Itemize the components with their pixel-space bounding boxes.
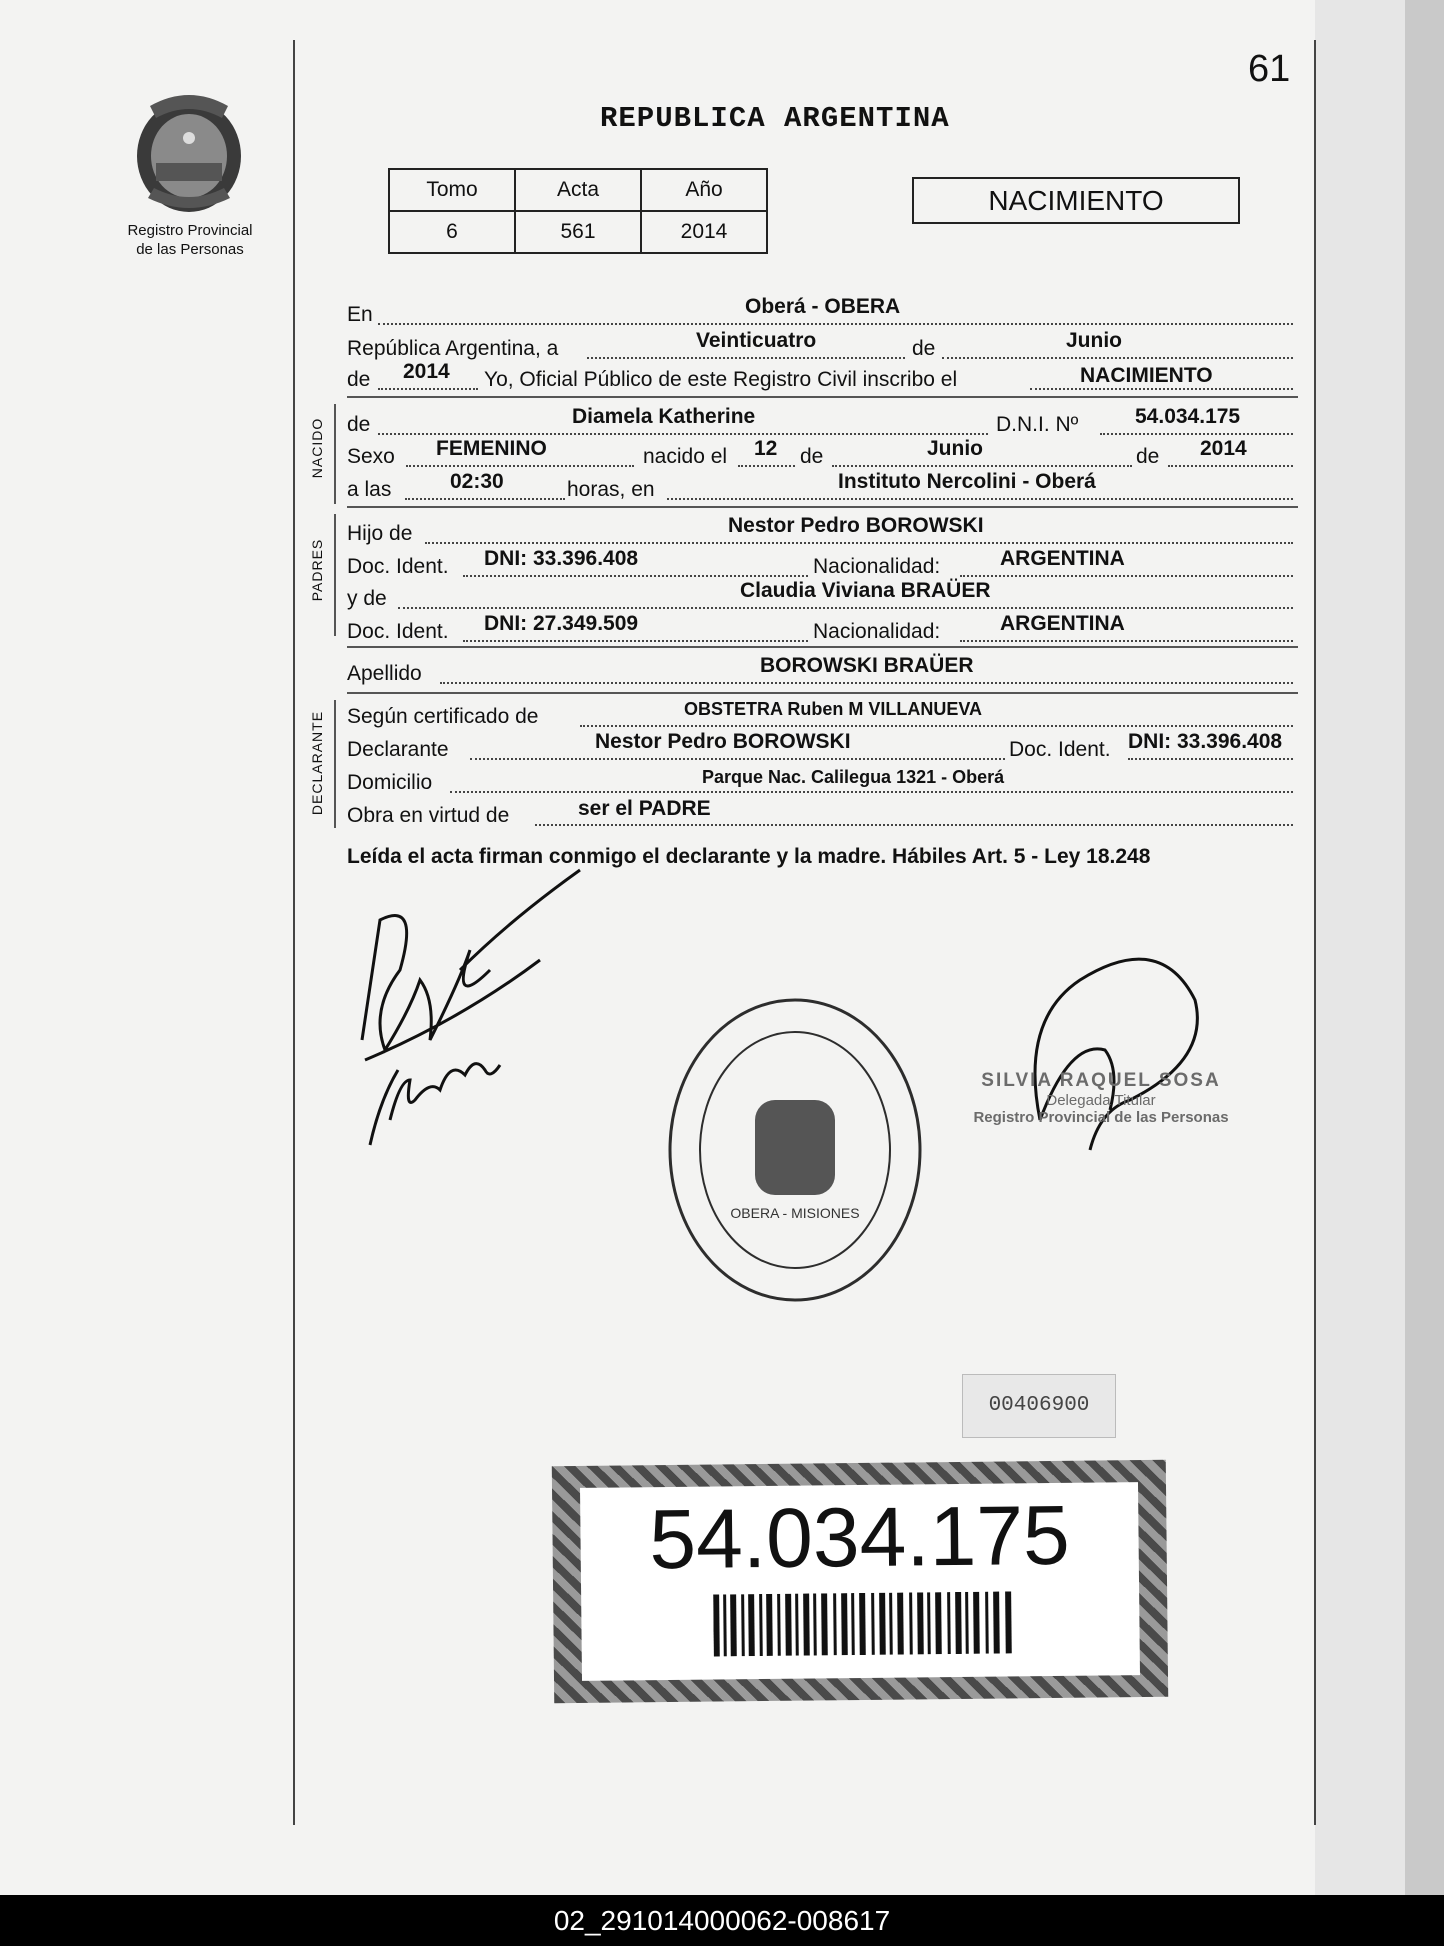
dotted-line	[535, 824, 1293, 826]
right-margin-line	[1314, 40, 1316, 1825]
a-las-label: a las	[347, 478, 392, 501]
horas-en-label: horas, en	[567, 478, 655, 501]
apellido-value: BOROWSKI BRAÜER	[760, 654, 974, 677]
dni-label: D.N.I. Nº	[996, 413, 1079, 436]
section-bar	[334, 514, 336, 636]
child-name-value: Diamela Katherine	[572, 405, 756, 428]
en-label: En	[347, 303, 373, 326]
year-value: 2014	[403, 360, 450, 383]
mother-doc-label: Doc. Ident.	[347, 620, 449, 643]
declarante-doc-value: DNI: 33.396.408	[1128, 730, 1283, 753]
dotted-line	[960, 640, 1293, 642]
round-stamp-inner-text: OBERA - MISIONES	[730, 1205, 860, 1221]
dotted-line	[450, 791, 1293, 793]
nacido-el-label: nacido el	[643, 445, 728, 468]
birth-year-value: 2014	[1200, 437, 1247, 460]
sexo-label: Sexo	[347, 445, 395, 468]
registry-header: Tomo	[389, 169, 515, 211]
dotted-line	[440, 682, 1293, 684]
sexo-value: FEMENINO	[436, 437, 547, 460]
official-stamp	[966, 1070, 1236, 1126]
dotted-line	[738, 465, 795, 467]
dotted-line	[1168, 465, 1293, 467]
cert-label: Según certificado de	[347, 705, 539, 728]
registry-header: Año	[641, 169, 767, 211]
mother-name-value: Claudia Viviana BRAÜER	[740, 579, 991, 602]
dotted-line	[960, 575, 1293, 577]
nacido-section-label: NACIDO	[309, 417, 325, 479]
birth-day-value: 12	[754, 437, 778, 460]
father-doc-label: Doc. Ident.	[347, 555, 449, 578]
dotted-line	[832, 465, 1132, 467]
birth-month-value: Junio	[927, 437, 983, 460]
nacido-de3-label: de	[1136, 445, 1160, 468]
scan-footer-label: 02_291014000062-008617	[0, 1895, 1444, 1946]
declarante-doc-label: Doc. Ident.	[1009, 738, 1111, 761]
seal-caption-line2: de las Personas	[136, 241, 244, 258]
registry-header: Acta	[515, 169, 641, 211]
barcode-icon	[713, 1591, 1014, 1656]
section-separator	[347, 646, 1298, 648]
dotted-line	[587, 357, 905, 359]
registry-table	[388, 168, 768, 254]
official-org: Registro Provincial de las Personas	[973, 1109, 1229, 1126]
page-edge-shadow	[1405, 0, 1444, 1895]
apellido-label: Apellido	[347, 662, 422, 685]
section-separator	[347, 396, 1298, 398]
dotted-line	[1100, 433, 1293, 435]
declarante-value: Nestor Pedro BOROWSKI	[595, 730, 851, 753]
cert-value: OBSTETRA Ruben M VILLANUEVA	[684, 699, 982, 719]
dotted-line	[378, 433, 988, 435]
year-prefix-label: de	[347, 368, 371, 391]
domicilio-value: Parque Nac. Calilegua 1321 - Oberá	[702, 767, 1005, 787]
dotted-line	[463, 640, 808, 642]
nacido-de2-label: de	[800, 445, 824, 468]
child-dni-value: 54.034.175	[1135, 405, 1241, 428]
official-name: SILVIA RAQUEL SOSA	[981, 1070, 1221, 1091]
hijo-de-label: Hijo de	[347, 522, 413, 545]
obra-value: ser el PADRE	[578, 797, 711, 820]
dotted-line	[425, 542, 1293, 544]
de-label: de	[912, 337, 936, 360]
provincial-seal-logo	[130, 88, 248, 218]
republica-label: República Argentina, a	[347, 337, 559, 360]
domicilio-label: Domicilio	[347, 771, 433, 794]
month-value: Junio	[1066, 329, 1122, 352]
closing-statement: Leída el acta firman conmigo el declarante y la madre. Hábiles Art. 5 - Ley 18.248	[347, 845, 1151, 868]
father-nat-value: ARGENTINA	[1000, 547, 1125, 570]
y-de-label: y de	[347, 587, 387, 610]
mother-nat-value: ARGENTINA	[1000, 612, 1125, 635]
page-edge	[1315, 0, 1405, 1895]
registry-value: 6	[389, 211, 515, 253]
dni-sticker-inner	[580, 1482, 1140, 1681]
seal-caption-line1: Registro Provincial	[127, 222, 253, 239]
day-text-value: Veinticuatro	[696, 329, 817, 352]
page-number: 61	[1248, 48, 1291, 90]
mother-doc-value: DNI: 27.349.509	[484, 612, 639, 635]
left-margin-line	[293, 40, 295, 1825]
registry-round-stamp	[660, 990, 930, 1310]
declarante-section-label: DECLARANTE	[309, 710, 325, 816]
dotted-line	[667, 498, 1293, 500]
time-value: 02:30	[450, 470, 504, 493]
declarante-label: Declarante	[347, 738, 449, 761]
dotted-line	[580, 725, 1293, 727]
declarant-signature	[340, 860, 600, 1150]
section-separator	[347, 506, 1298, 508]
mother-nat-label: Nacionalidad:	[813, 620, 941, 643]
nacido-de-label: de	[347, 413, 371, 436]
dotted-line	[470, 758, 1005, 760]
dotted-line	[1128, 758, 1293, 760]
obra-label: Obra en virtud de	[347, 804, 510, 827]
dotted-line	[942, 357, 1293, 359]
country-title: REPUBLICA ARGENTINA	[600, 102, 950, 135]
registry-value: 2014	[641, 211, 767, 253]
dni-sticker-number: 54.034.175	[648, 1487, 1071, 1587]
section-bar	[334, 700, 336, 828]
place-value: Oberá - OBERA	[745, 295, 901, 318]
dotted-line	[1030, 388, 1293, 390]
section-bar	[334, 404, 336, 504]
serial-number: 00406900	[962, 1374, 1116, 1438]
dotted-line	[378, 388, 478, 390]
registry-value: 561	[515, 211, 641, 253]
dotted-line	[378, 323, 1293, 325]
seal-caption	[110, 221, 270, 259]
father-nat-label: Nacionalidad:	[813, 555, 941, 578]
dni-sticker	[552, 1460, 1168, 1703]
dotted-line	[406, 465, 634, 467]
inscribe-value: NACIMIENTO	[1080, 364, 1213, 387]
padres-section-label: PADRES	[309, 538, 325, 602]
dotted-line	[398, 607, 1293, 609]
inscribe-text: Yo, Oficial Público de este Registro Civil inscribo el	[484, 368, 958, 391]
father-name-value: Nestor Pedro BOROWSKI	[728, 514, 984, 537]
father-doc-value: DNI: 33.396.408	[484, 547, 639, 570]
official-title: Delegada Titular	[1046, 1092, 1156, 1109]
record-type-box: NACIMIENTO	[912, 177, 1240, 224]
dotted-line	[463, 575, 808, 577]
birth-place-value: Instituto Nercolini - Oberá	[838, 470, 1096, 493]
section-separator	[347, 692, 1298, 694]
dotted-line	[405, 498, 565, 500]
official-signature	[1010, 940, 1220, 1160]
